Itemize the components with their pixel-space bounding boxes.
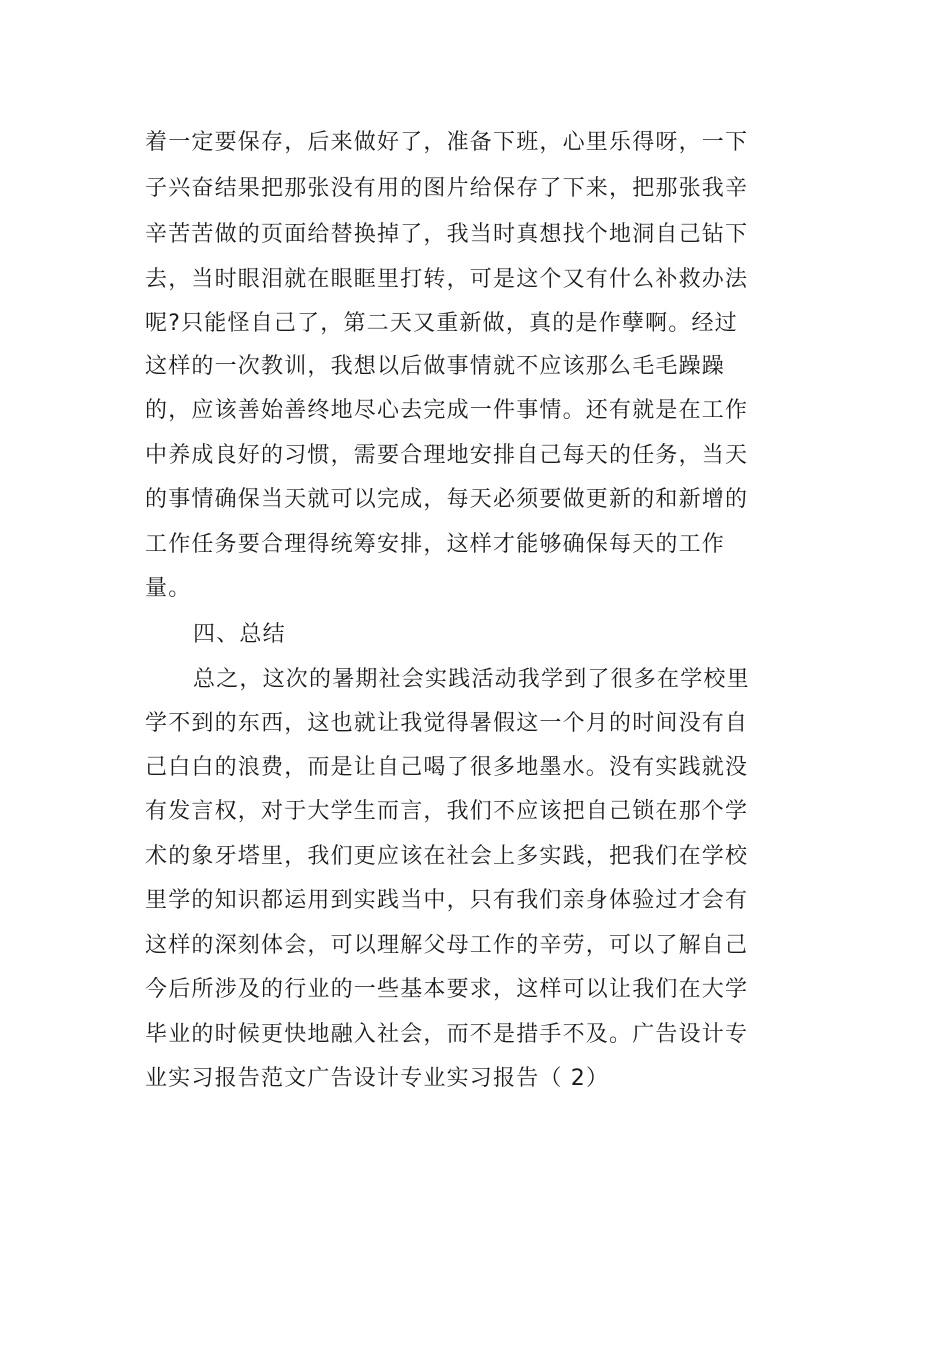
paragraph-1-line-5: 呢?只能怪自己了，第二天又重新做，真的是作孽啊。经过 — [145, 311, 738, 336]
paragraph-2-line-1: 总之，这次的暑期社会实践活动我学到了很多在学校里 — [193, 667, 750, 692]
paragraph-2-line-8: 今后所涉及的行业的一些基本要求，这样可以让我们在大学 — [145, 977, 749, 1002]
paragraph-1-line-1: 着一定要保存，后来做好了，准备下班，心里乐得呀，一下 — [145, 130, 749, 155]
paragraph-2-line-4: 有发言权，对于大学生而言，我们不应该把自己锁在那个学 — [145, 799, 749, 824]
paragraph-2-line-6: 里学的知识都运用到实践当中，只有我们亲身体验过才会有 — [145, 888, 749, 913]
paragraph-2-line-9: 毕业的时候更快地融入社会，而不是措手不及。广告设计专 — [145, 1022, 749, 1047]
paragraph-1-line-6: 这样的一次教训，我想以后做事情就不应该那么毛毛躁躁 — [145, 354, 726, 379]
paragraph-1-line-4: 去，当时眼泪就在眼眶里打转，可是这个又有什么补救办法 — [145, 267, 749, 292]
section-heading: 四、总结 — [193, 622, 286, 647]
paragraph-1-line-2: 子兴奋结果把那张没有用的图片给保存了下来，把那张我辛 — [145, 176, 749, 201]
paragraph-1-line-11: 量。 — [145, 576, 192, 601]
paragraph-2-line-2: 学不到的东西，这也就让我觉得暑假这一个月的时间没有自 — [145, 711, 749, 736]
paragraph-2-line-7: 这样的深刻体会，可以理解父母工作的辛劳，可以了解自己 — [145, 933, 749, 958]
paragraph-1-line-10: 工作任务要合理得统筹安排，这样才能够确保每天的工作 — [145, 532, 726, 557]
paragraph-1-line-7: 的，应该善始善终地尽心去完成一件事情。还有就是在工作 — [145, 398, 749, 423]
paragraph-1-line-9: 的事情确保当天就可以完成，每天必须要做更新的和新增的 — [145, 487, 749, 512]
paragraph-2-line-10: 业实习报告范文广告设计专业实习报告（ 2） — [145, 1066, 610, 1091]
paragraph-1-line-8: 中养成良好的习惯，需要合理地安排自己每天的任务，当天 — [145, 443, 749, 468]
paragraph-1-line-3: 辛苦苦做的页面给替换掉了，我当时真想找个地洞自己钻下 — [145, 222, 749, 247]
paragraph-2-line-3: 己白白的浪费，而是让自己喝了很多地墨水。没有实践就没 — [145, 755, 749, 780]
paragraph-2-line-5: 术的象牙塔里，我们更应该在社会上多实践，把我们在学校 — [145, 844, 749, 869]
